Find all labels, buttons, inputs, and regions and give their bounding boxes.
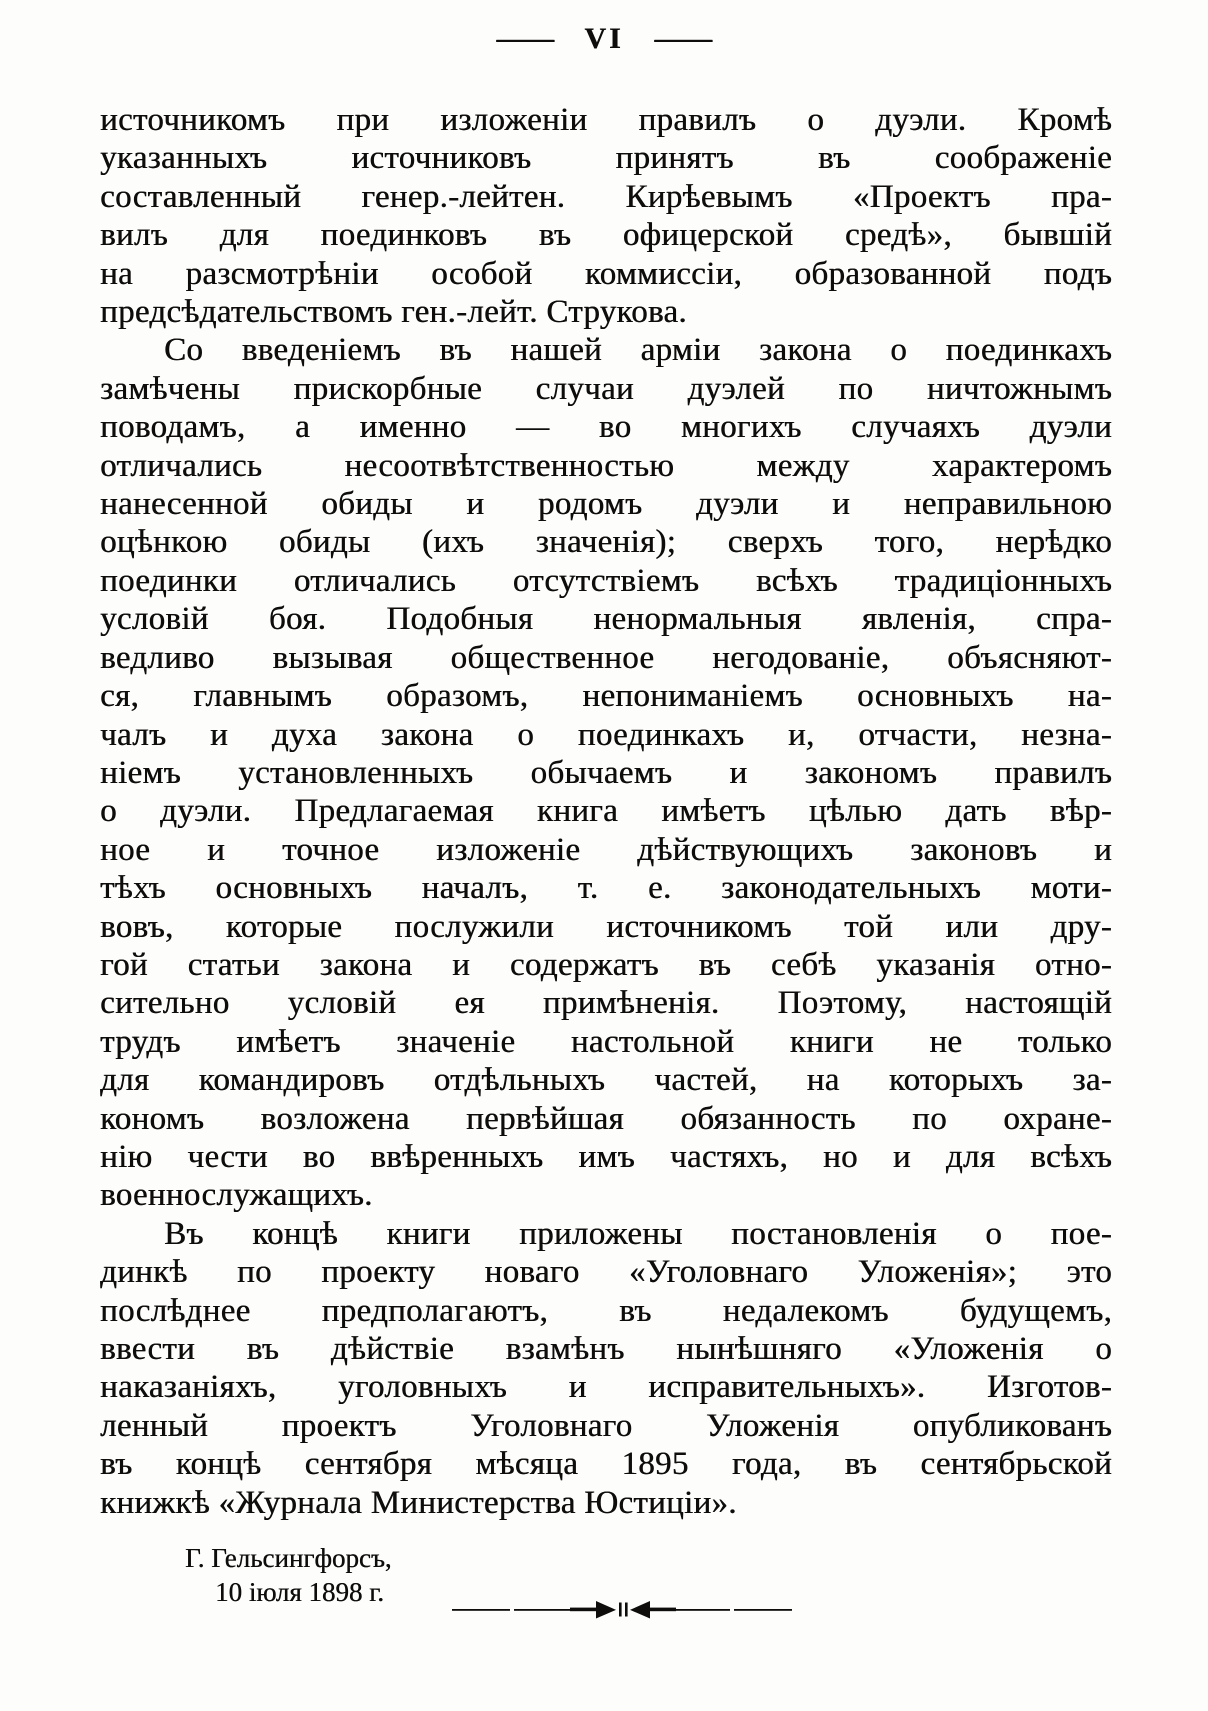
text-line: предсѣдательствомъ ген.-лейт. Струкова. xyxy=(100,294,687,331)
text-line: составленный генер.-лейтен. Кирѣевымъ «Проектъ пра- xyxy=(100,178,1112,215)
text-line: вовъ, которые послужили источникомъ той или дру- xyxy=(100,908,1112,945)
text-line: гой статьи закона и содержатъ въ себѣ указанія отно- xyxy=(100,946,1112,983)
header-left-dash-icon: — xyxy=(496,22,554,55)
text-line: замѣчены прискорбные случаи дуэлей по ничтожнымъ xyxy=(100,370,1112,407)
text-line: нію чести во ввѣренныхъ имъ частяхъ, но и для всѣхъ xyxy=(100,1138,1112,1175)
body-text xyxy=(100,101,1112,1522)
header-right-dash-icon: — xyxy=(654,22,712,55)
text-line: трудъ имѣетъ значеніе настольной книги не только xyxy=(100,1023,1112,1060)
text-line: чалъ и духа закона о поединкахъ и, отчасти, незна- xyxy=(100,716,1112,753)
text-line: ное и точное изложеніе дѣйствующихъ законовъ и xyxy=(100,831,1112,868)
text-line: поединки отличались отсутствіемъ всѣхъ традиціонныхъ xyxy=(100,562,1112,599)
text-line: послѣднее предполагаютъ, въ недалекомъ будущемъ, xyxy=(100,1292,1112,1329)
text-line: ся, главнымъ образомъ, непониманіемъ основныхъ на- xyxy=(100,678,1112,715)
text-line: источникомъ при изложеніи правилъ о дуэли. Кромѣ xyxy=(100,102,1112,138)
text-line: ленный проектъ Уголовнаго Уложенія опубликованъ xyxy=(100,1407,1112,1444)
text-line: ввести въ дѣйствіе взамѣнъ нынѣшняго «Уложенія о xyxy=(100,1331,1112,1367)
text-line: военнослужащихъ. xyxy=(100,1177,373,1214)
text-line: ведливо вызывая общественное негодованіе, объясняют- xyxy=(100,639,1112,676)
text-line: нанесенной обиды и родомъ дуэли и неправильною xyxy=(100,486,1112,523)
text-line: сительно условій ея примѣненія. Поэтому, настоящій xyxy=(100,985,1112,1022)
text-line: о дуэли. Предлагаемая книга имѣетъ цѣлью дать вѣр- xyxy=(100,793,1112,830)
text-line: въ концѣ сентября мѣсяца 1895 года, въ сентябрьской xyxy=(100,1446,1112,1483)
signature-place: Г. Гельсингфорсъ, xyxy=(185,1543,392,1573)
text-line: оцѣнкою обиды (ихъ значенія); сверхъ того, нерѣдко xyxy=(100,524,1112,561)
text-line: ніемъ установленныхъ обычаемъ и закономъ правилъ xyxy=(100,754,1112,791)
text-line: книжкѣ «Журнала Министерства Юстиціи». xyxy=(100,1484,737,1521)
signature-date: 10 іюля 1898 г. xyxy=(215,1577,384,1607)
text-line: для командировъ отдѣльныхъ частей, на которыхъ за- xyxy=(100,1062,1112,1099)
text-line: вилъ для поединковъ въ офицерской средѣ», бывшій xyxy=(100,217,1112,254)
text-line: указанныхъ источниковъ принятъ въ соображеніе xyxy=(100,140,1112,177)
text-line: тѣхъ основныхъ началъ, т. е. законодательныхъ моти- xyxy=(100,870,1112,907)
text-line: условій боя. Подобныя ненормальныя явленія, спра- xyxy=(100,601,1112,638)
end-divider-ornament-icon xyxy=(452,1598,792,1622)
text-line: наказаніяхъ, уголовныхъ и исправительныхъ». Изготов- xyxy=(100,1369,1112,1406)
text-line: Со введеніемъ въ нашей арміи закона о поединкахъ xyxy=(164,332,1112,369)
text-line: динкѣ по проекту новаго «Уголовнаго Уложенія»; это xyxy=(100,1254,1112,1291)
signature-block xyxy=(185,1541,392,1609)
text-line: Въ концѣ книги приложены постановленія о пое- xyxy=(164,1215,1112,1252)
text-line: поводамъ, а именно — во многихъ случаяхъ дуэли xyxy=(100,409,1112,446)
text-line: кономъ возложена первѣйшая обязанность по охране- xyxy=(100,1100,1112,1137)
page-header xyxy=(0,24,1208,54)
page-number: VI xyxy=(584,22,624,55)
text-line: на разсмотрѣніи особой коммиссіи, образованной подъ xyxy=(100,255,1112,292)
text-line: отличались несоотвѣтственностью между характеромъ xyxy=(100,447,1112,484)
